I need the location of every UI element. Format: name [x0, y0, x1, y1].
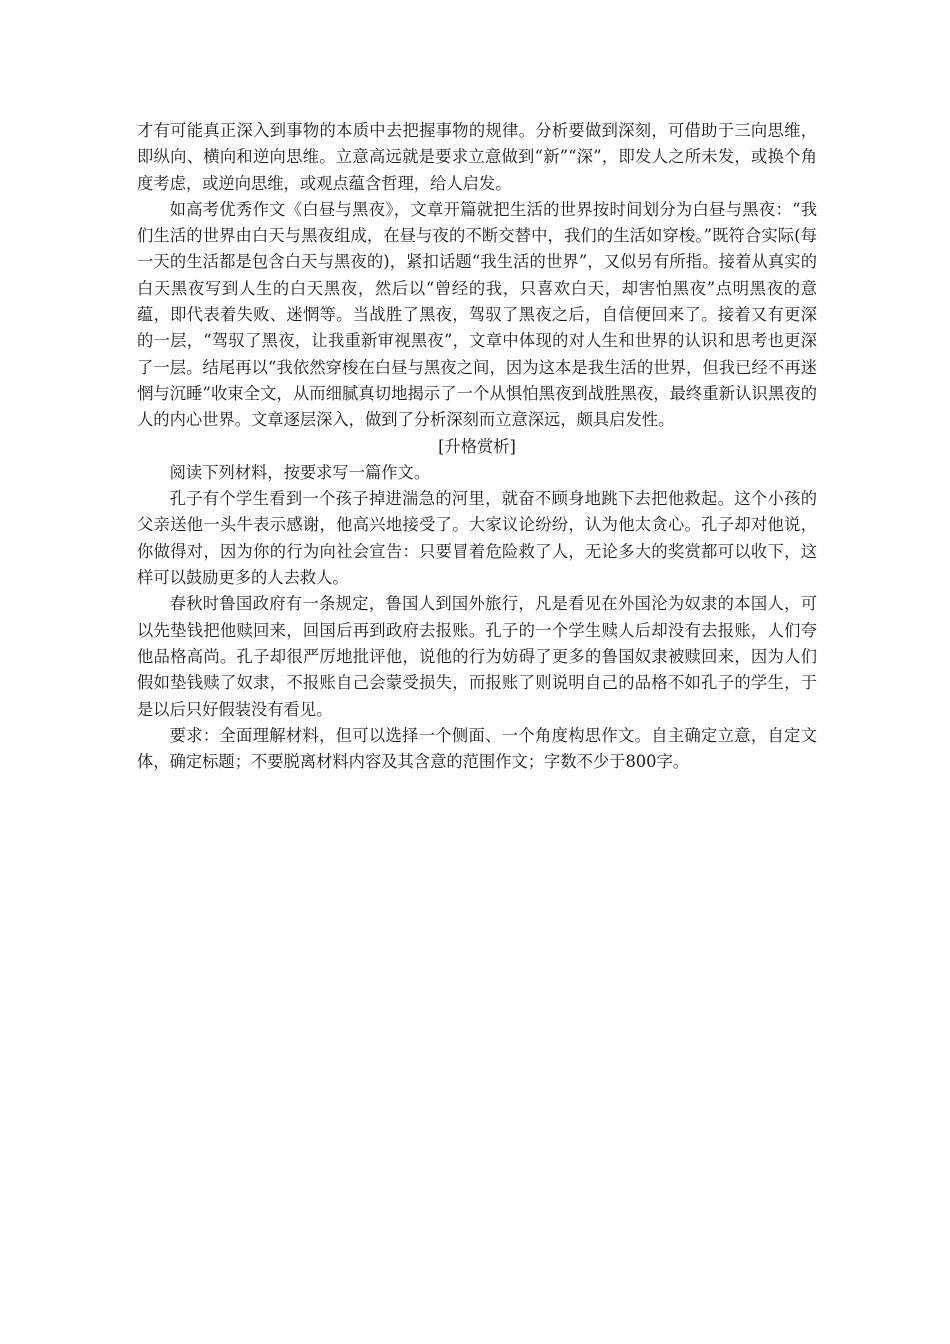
paragraph-requirements: 要求：全面理解材料，但可以选择一个侧面、一个角度构思作文。自主确定立意，自定文体，确定标题；不要脱离材料内容及其含意的范围作文；字数不少于800字。 — [137, 725, 817, 772]
paragraph-continuation: 才有可能真正深入到事物的本质中去把握事物的规律。分析要做到深刻，可借助于三向思维，即纵向、横向和逆向思维。立意高远就是要求立意做到“新”“深”，即发人之所未发，或换个角度考虑，或逆向思维，或观点蕴含哲理，给人启发。 — [137, 121, 817, 193]
paragraph-instruction: 阅读下列材料，按要求写一篇作文。 — [169, 462, 431, 482]
document-body — [137, 118, 817, 775]
section-heading: [升格赏析] — [438, 436, 516, 456]
paragraph-material-2: 春秋时鲁国政府有一条规定，鲁国人到国外旅行，凡是看见在外国沦为奴隶的本国人，可以先垫钱把他赎回来，回国后再到政府去报账。孔子的一个学生赎人后却没有去报账，人们夸他品格高尚。孔子却很严厉地批评他，说他的行为妨碍了更多的鲁国奴隶被赎回来，因为人们假如垫钱赎了奴隶，不报账自己会蒙受损失，而报账了则说明自己的品格不如孔子的学生，于是以后只好假装没有看见。 — [137, 594, 817, 719]
paragraph-example-essay: 如高考优秀作文《白昼与黑夜》，文章开篇就把生活的世界按时间划分为白昼与黑夜：“我们生活的世界由白天与黑夜组成，在昼与夜的不断交替中，我们的生活如穿梭。”既符合实际(每一天的生活都是包含白天与黑夜的)，紧扣话题“我生活的世界”，又似另有所指。接着从真实的白天黑夜写到人生的白天黑夜，然后以“曾经的我，只喜欢白天，却害怕黑夜”点明黑夜的意蕴，即代表着失败、迷惘等。当战胜了黑夜，驾驭了黑夜之后，自信便回来了。接着又有更深的一层，“驾驭了黑夜，让我重新审视黑夜”，文章中体现的对人生和世界的认识和思考也更深了一层。结尾再以“我依然穿梭在白昼与黑夜之间，因为这本是我生活的世界，但我已经不再迷惘与沉睡”收束全文，从而细腻真切地揭示了一个从惧怕黑夜到战胜黑夜，最终重新认识黑夜的人的内心世界。文章逐层深入，做到了分析深刻而立意深远，颇具启发性。 — [137, 199, 817, 430]
paragraph-material-1: 孔子有个学生看到一个孩子掉进湍急的河里，就奋不顾身地跳下去把他救起。这个小孩的父亲送他一头牛表示感谢，他高兴地接受了。大家议论纷纷，认为他太贪心。孔子却对他说，你做得对，因为你的行为向社会宣告：只要冒着危险救了人，无论多大的奖赏都可以收下，这样可以鼓励更多的人去救人。 — [137, 489, 817, 588]
